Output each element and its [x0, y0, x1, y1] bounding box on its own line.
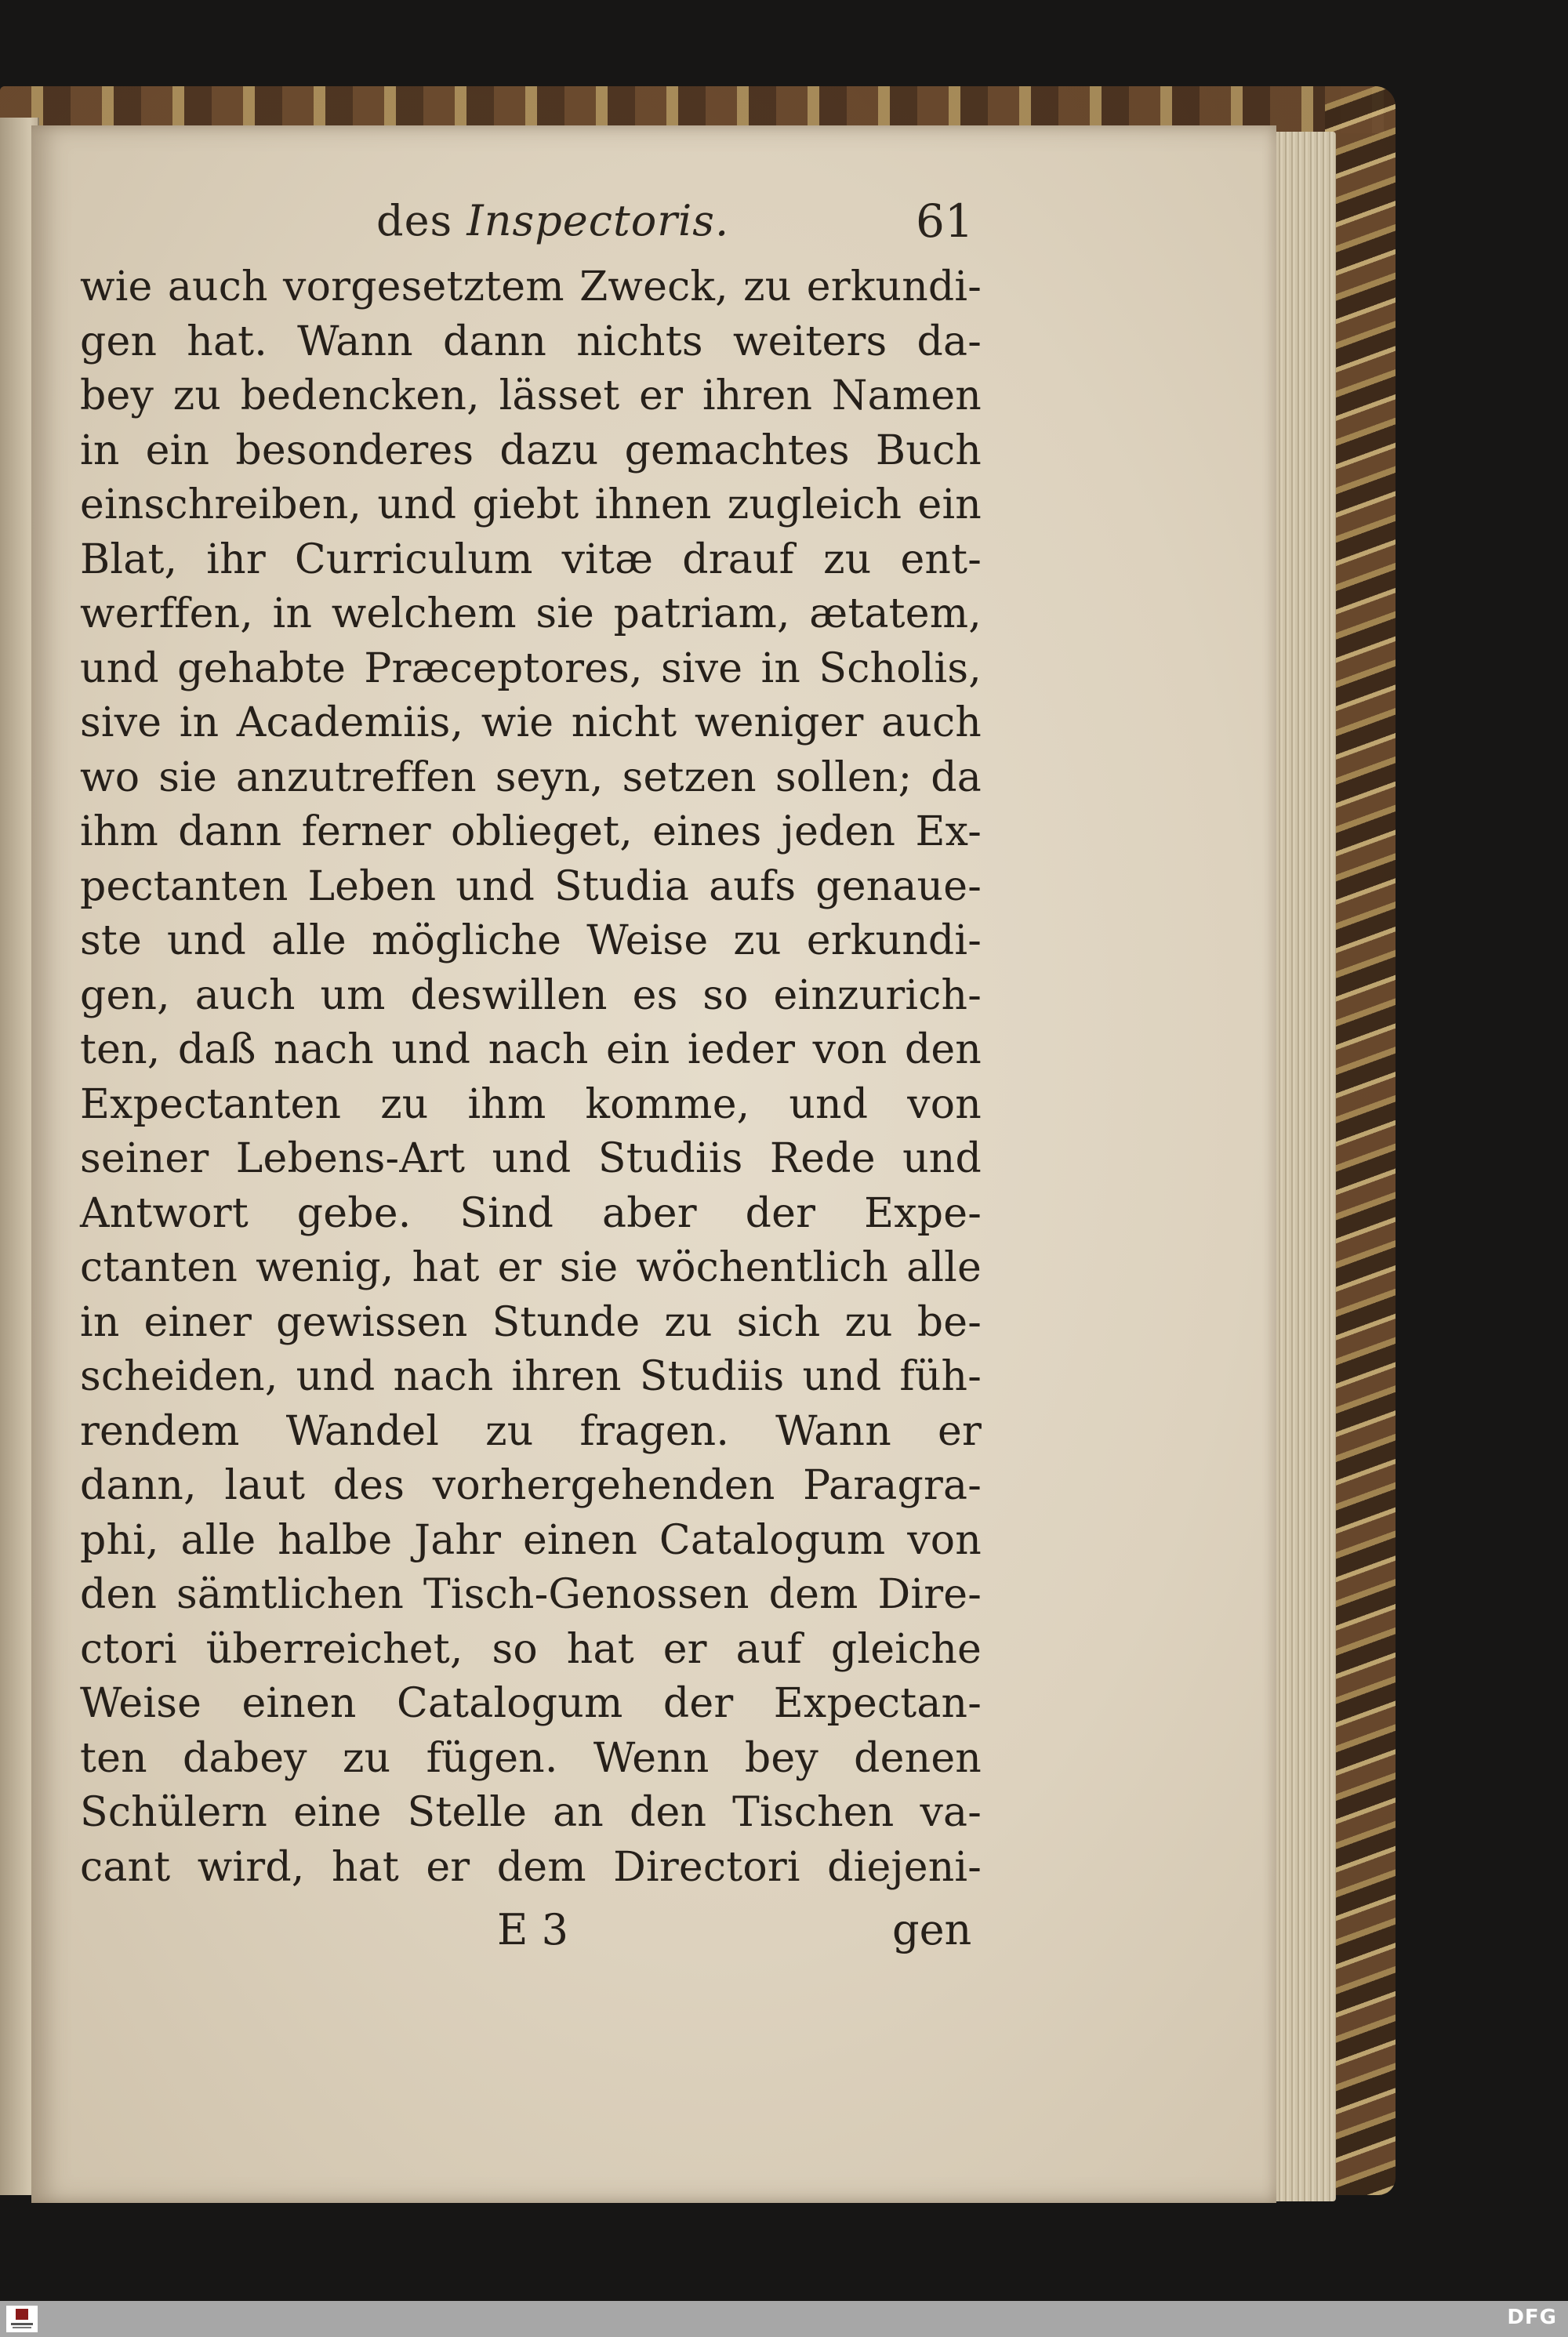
running-head-italic: Inspectoris. [466, 196, 730, 245]
text-line: ctanten wenig, hat er sie wöchentlich alle [80, 1244, 982, 1291]
text-line: wie auch vorgesetztem Zweck, zu erkundi- [80, 263, 982, 310]
text-line: werffen, in welchem sie patriam, ætatem, [80, 590, 982, 637]
running-head-prefix: des [376, 196, 453, 245]
text-line: ctori überreichet, so hat er auf gleiche [80, 1625, 982, 1673]
text-line: in ein besonderes dazu gemachtes Buch [80, 426, 982, 474]
text-line: dann, laut des vorhergehenden Paragra- [80, 1462, 982, 1509]
text-line: phi, alle halbe Jahr einen Catalogum von [80, 1516, 982, 1564]
text-line: ten, daß nach und nach ein ieder von den [80, 1026, 982, 1073]
signature-mark: E 3 [497, 1905, 568, 1954]
text-line: scheiden, und nach ihren Studiis und füh- [80, 1353, 982, 1400]
text-line: gen hat. Wann dann nichts weiters da- [80, 318, 982, 365]
body-text [80, 260, 982, 1895]
text-line: ste und alle mögliche Weise zu erkundi- [80, 917, 982, 964]
text-line: Weise einen Catalogum der Expectan- [80, 1680, 982, 1727]
book-page [31, 125, 1276, 2203]
text-line: seiner Lebens-Art und Studiis Rede und [80, 1135, 982, 1182]
text-line: bey zu bedencken, lässet er ihren Namen [80, 372, 982, 419]
text-line: gen, auch um deswillen es so einzurich- [80, 971, 982, 1019]
text-line: einschreiben, und giebt ihnen zugleich ein [80, 481, 982, 528]
text-line: cant wird, hat er dem Directori diejeni- [80, 1843, 982, 1891]
dfg-mark: DFG [1507, 2306, 1557, 2329]
text-line: Antwort gebe. Sind aber der Expe- [80, 1189, 982, 1237]
page-number: 61 [916, 194, 974, 248]
running-head [376, 196, 729, 245]
library-logo-icon [5, 2304, 39, 2334]
archive-footer-bar [0, 2301, 1568, 2337]
text-line: ihm dann ferner oblieget, eines jeden Ex- [80, 808, 982, 855]
text-line: ten dabey zu fügen. Wenn bey denen [80, 1734, 982, 1782]
text-line: wo sie anzutreffen seyn, setzen sollen; da [80, 753, 982, 801]
text-line: pectanten Leben und Studia aufs genaue- [80, 862, 982, 910]
page-block-edge [1270, 132, 1336, 2201]
text-line: den sämtlichen Tisch-Genossen dem Dire- [80, 1571, 982, 1618]
catchword: gen [892, 1905, 972, 1954]
text-line: in einer gewissen Stunde zu sich zu be- [80, 1298, 982, 1346]
text-line: Schülern eine Stelle an den Tischen va- [80, 1789, 982, 1836]
text-line: rendem Wandel zu fragen. Wann er [80, 1407, 982, 1455]
text-line: sive in Academiis, wie nicht weniger auch [80, 699, 982, 746]
text-line: und gehabte Præceptores, sive in Scholis, [80, 644, 982, 692]
text-line: Blat, ihr Curriculum vitæ drauf zu ent- [80, 535, 982, 583]
text-line: Expectanten zu ihm komme, und von [80, 1080, 982, 1128]
